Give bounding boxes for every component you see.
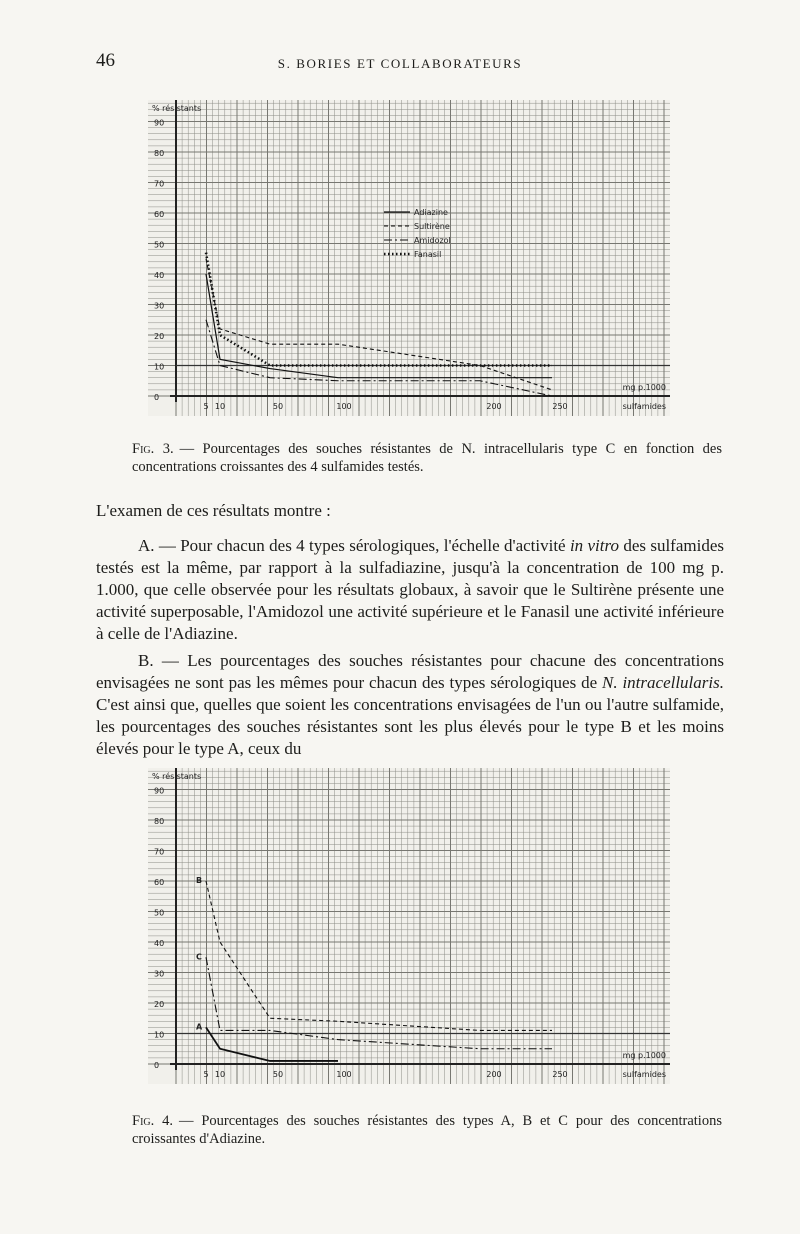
- fig4-x-tick-label: 5: [203, 1070, 209, 1079]
- fig3-x-tick-label: 100: [336, 402, 352, 411]
- fig4-x-tick-label: 50: [272, 1070, 284, 1079]
- fig4-series-label: C: [196, 952, 202, 962]
- figure-4-caption-text: — Pourcentages des souches résistantes des types A, B et C pour des concentrations croissantes d'Adiazine.: [132, 1113, 722, 1147]
- paragraph-a-part1: A. — Pour chacun des 4 types sérologiques, l'échelle d'activité: [138, 536, 570, 555]
- fig3-x-tick-label: 250: [552, 402, 568, 411]
- fig4-y-tick-label: 40: [154, 939, 165, 948]
- fig3-y-tick-label: 70: [154, 179, 165, 189]
- figure-4-caption: [132, 1112, 722, 1148]
- fig3-y-tick-label: 80: [154, 149, 165, 158]
- fig3-legend-label: Sultirène: [414, 222, 450, 231]
- paragraph-b: [96, 650, 724, 760]
- paragraph-b-emphasis: N. intracellularis.: [602, 673, 724, 692]
- fig4-x-tick-label: 200: [486, 1070, 502, 1079]
- fig3-svg: [148, 100, 670, 416]
- fig3-y-tick-label: 40: [154, 271, 165, 280]
- fig3-y-tick-label: 90: [154, 118, 165, 128]
- fig4-series-label: B: [196, 876, 203, 885]
- fig3-legend-label: Amidozol: [414, 236, 451, 245]
- fig3-y-tick-label: 30: [154, 301, 165, 311]
- intro-paragraph: L'examen de ces résultats montre :: [96, 501, 331, 520]
- fig3-y-tick-label: 0: [154, 393, 160, 402]
- paragraph-a-part2: des sulfamides testés est la même, par rapport à la sulfadiazine, jusqu'à la concentration de 100 mg p. 1.000, que celle observée pour les résultats globaux, à savoir que le Sultirène présente une activité superposable, l'Amidozol une activité supérieure et le Fanasil une activité inférieure à celle de l'Adiazine.: [96, 536, 724, 643]
- fig4-series-label: A: [196, 1022, 203, 1032]
- fig3-x-axis-label: sulfamides: [622, 402, 666, 411]
- fig4-y-tick-label: 0: [154, 1061, 160, 1070]
- fig3-y-tick-label: 50: [154, 240, 165, 250]
- paragraph-b-part2: C'est ainsi que, quelles que soient les concentrations envisagées de l'un ou l'autre sulfamide, les pourcentages des souches résistantes sont les plus élevés pour le type B et les moins élevés pour le type A, ceux du: [96, 695, 724, 758]
- fig4-y-tick-label: 90: [154, 786, 165, 796]
- fig3-x-tick-label: 5: [203, 402, 209, 411]
- figure-3-chart: [148, 100, 670, 416]
- fig4-y-tick-label: 30: [154, 969, 165, 979]
- fig4-svg: [148, 768, 670, 1084]
- fig4-y-axis-label: % résistants: [152, 772, 202, 781]
- figure-3-caption: [132, 440, 722, 476]
- fig4-x-axis-unit: mg p.1000: [622, 1051, 666, 1060]
- fig3-y-tick-label: 20: [154, 332, 165, 341]
- fig3-y-axis-label: % résistants: [152, 104, 202, 113]
- fig3-x-tick-label: 50: [272, 402, 284, 411]
- figure-3-caption-text: — Pourcentages des souches résistantes de N. intracellularis type C en fonction des concentrations croissantes des 4 sulfamides testés.: [132, 441, 722, 475]
- fig4-y-tick-label: 50: [154, 908, 165, 918]
- page-number: 46: [96, 50, 115, 71]
- fig4-y-tick-label: 70: [154, 847, 165, 857]
- paragraph-a-emphasis: in vitro: [569, 536, 619, 555]
- fig3-x-tick-label: 10: [214, 402, 226, 411]
- paragraph-a: [96, 535, 724, 645]
- fig4-x-tick-label: 10: [214, 1070, 226, 1079]
- fig3-y-tick-label: 10: [154, 362, 165, 372]
- fig4-y-tick-label: 80: [154, 817, 165, 826]
- fig3-legend-label: Adiazine: [414, 208, 448, 217]
- fig4-y-tick-label: 60: [154, 878, 165, 887]
- fig3-x-tick-label: 200: [486, 402, 502, 411]
- fig4-y-tick-label: 10: [154, 1030, 165, 1040]
- figure-3-label: Fig. 3.: [132, 441, 174, 457]
- fig4-y-tick-label: 20: [154, 1000, 165, 1009]
- fig4-x-tick-label: 100: [336, 1070, 352, 1079]
- fig4-x-axis-label: sulfamides: [622, 1070, 666, 1079]
- fig3-legend-label: Fanasil: [414, 250, 442, 259]
- running-head: S. BORIES ET COLLABORATEURS: [277, 56, 523, 71]
- fig4-x-tick-label: 250: [552, 1070, 568, 1079]
- fig3-x-axis-unit: mg p.1000: [622, 383, 666, 392]
- fig3-y-tick-label: 60: [154, 210, 165, 219]
- figure-4-label: Fig. 4.: [132, 1113, 173, 1129]
- figure-4-chart: [148, 768, 670, 1086]
- paragraph-b-part1: B. — Les pourcentages des souches résistantes pour chacune des concentrations envisagées ne sont pas les mêmes pour chacun des types sérologiques de: [96, 651, 724, 692]
